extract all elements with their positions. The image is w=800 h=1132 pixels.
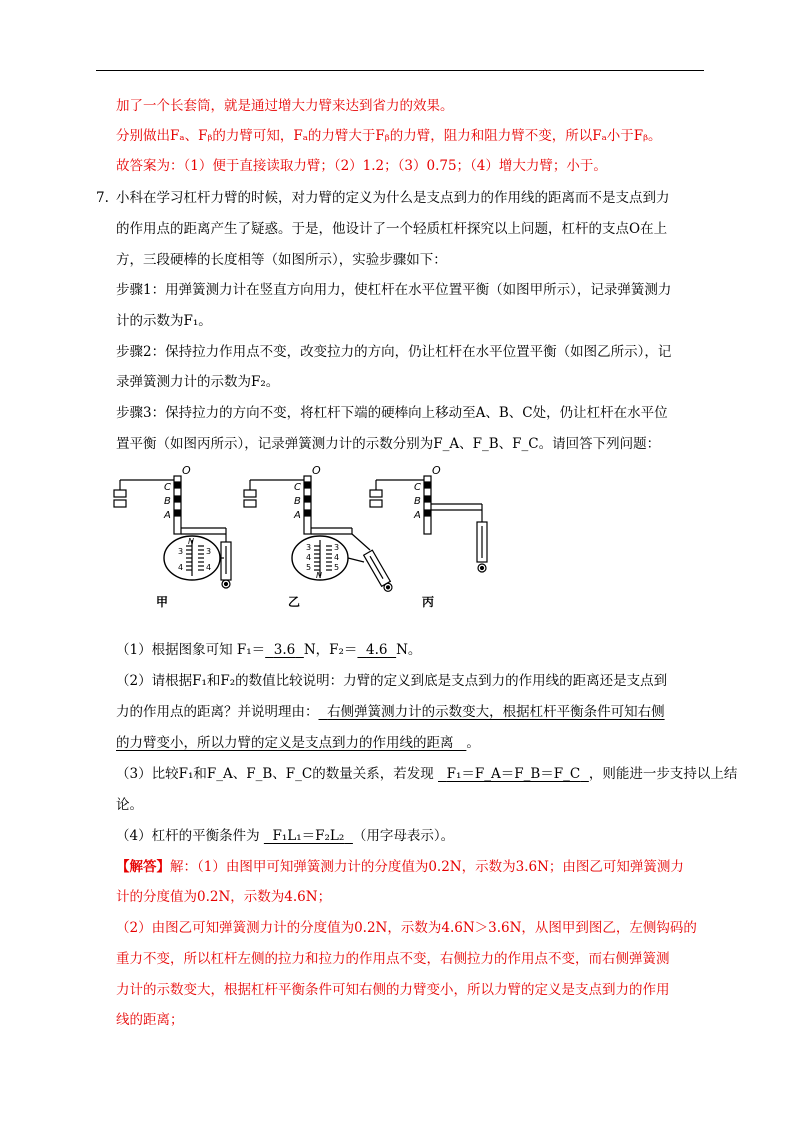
fig-jia-label-B: B bbox=[164, 496, 171, 507]
fig-bing-label-B: B bbox=[414, 496, 421, 507]
fig-jia-label-A: A bbox=[164, 510, 171, 521]
step-1-line-2: 计的示数为F₁。 bbox=[116, 313, 212, 329]
caption-jia: 甲 bbox=[156, 595, 169, 609]
sub2-answer-part-1-text: 右侧弹簧测力计的示数变大，根据杠杆平衡条件可知右侧 bbox=[327, 704, 665, 720]
fig-yi-label-A: A bbox=[294, 510, 301, 521]
fig-yi-label-O: O bbox=[312, 464, 321, 477]
sub1-mid: N，F₂＝ bbox=[303, 642, 358, 658]
question-stem-1: 小科在学习杠杆力臂的时候，对力臂的定义为什么是支点到力的作用线的距离而不是支点到力 bbox=[116, 190, 670, 206]
sub2-suffix: 。 bbox=[466, 735, 480, 751]
sub-question-3-line-1 bbox=[116, 764, 737, 784]
step-2-line-1: 步骤2：保持拉力作用点不变，改变拉力的方向，仍让杠杆在水平位置平衡（如图乙所示），记 bbox=[116, 344, 672, 360]
fig-jia-scale-4-right: 4 bbox=[206, 563, 212, 572]
sub-question-1 bbox=[116, 640, 421, 660]
caption-yi: 乙 bbox=[288, 595, 301, 609]
prev-answer-line-2: 分别做出Fₐ、Fᵦ的力臂可知，Fₐ的力臂大于Fᵦ的力臂，阻力和阻力臂不变，所以Fₐ小于Fᵦ。 bbox=[116, 128, 662, 144]
sub-question-3-line-2: 论。 bbox=[116, 797, 143, 813]
sub-question-2-line-2 bbox=[116, 702, 665, 722]
step-2-line-2: 录弹簧测力计的示数为F₂。 bbox=[116, 374, 280, 390]
caption-bing: 丙 bbox=[422, 595, 435, 609]
solution-line-3: （2）由图乙可知弹簧测力计的分度值为0.2N，示数为4.6N＞3.6N，从图甲到图乙，左侧钩码的 bbox=[116, 920, 697, 936]
question-number: 7. bbox=[96, 190, 109, 206]
sub3-prefix: （3）比较F₁和F_A、F_B、F_C的数量关系，若发现 bbox=[116, 766, 434, 782]
solution-line-5: 力计的示数变大，根据杠杆平衡条件可知右侧的力臂变小，所以力臂的定义是支点到力的作用 bbox=[116, 982, 670, 998]
question-stem-3: 方，三段硬棒的长度相等（如图所示），实验步骤如下： bbox=[116, 252, 447, 268]
sub4-answer bbox=[264, 828, 353, 844]
question-stem-2: 的作用点的距离产生了疑惑。于是，他设计了一个轻质杠杆探究以上问题，杠杆的支点O在上 bbox=[116, 221, 668, 237]
sub-question-2-line-3 bbox=[116, 733, 480, 753]
sub4-suffix: （用字母表示）。 bbox=[352, 828, 455, 844]
sub2-prefix: 力的作用点的距离？并说明理由： bbox=[116, 704, 319, 720]
sub1-answer-f2-value: 4.6 bbox=[366, 642, 388, 658]
sub1-answer-f2 bbox=[357, 642, 396, 658]
fig-yi-label-B: B bbox=[294, 496, 301, 507]
step-3-line-2: 置平衡（如图丙所示），记录弹簧测力计的示数分别为F_A、F_B、F_C。请回答下列问题： bbox=[116, 436, 661, 452]
fig-bing-label-O: O bbox=[432, 464, 441, 477]
fig-jia-scale-3-right: 3 bbox=[206, 547, 212, 556]
fig-bing-label-A: A bbox=[414, 510, 421, 521]
solution-line-2: 计的分度值为0.2N，示数为4.6N； bbox=[116, 889, 332, 905]
sub1-answer-f1-value: 3.6 bbox=[273, 642, 296, 658]
sub3-answer bbox=[438, 766, 589, 782]
lever-experiment-figure bbox=[100, 462, 560, 622]
solution-line-1-text: 解：（1）由图甲可知弹簧测力计的分度值为0.2N，示数为3.6N；由图乙可知弹簧测力 bbox=[170, 859, 684, 875]
sub3-suffix: ，则能进一步支持以上结 bbox=[588, 766, 738, 782]
sub3-answer-text: F₁＝F_A＝F_B＝F_C bbox=[446, 766, 581, 782]
sub4-answer-text: F₁L₁＝F₂L₂ bbox=[272, 828, 345, 844]
fig-yi-scale-3: 3 bbox=[306, 543, 312, 552]
sub-question-4 bbox=[116, 826, 454, 846]
sub1-answer-f1 bbox=[265, 642, 304, 658]
solution-line-6: 线的距离； bbox=[116, 1012, 184, 1028]
fig-yi-label-C: C bbox=[294, 482, 301, 493]
fig-jia-label-O: O bbox=[182, 464, 191, 477]
sub1-prefix: （1）根据图象可知 F₁＝ bbox=[116, 642, 266, 658]
fig-yi-scale-4-right: 4 bbox=[334, 553, 340, 562]
fig-jia-scale-3: 3 bbox=[178, 547, 184, 556]
figure-jia bbox=[114, 476, 231, 588]
fig-yi-label-N: N bbox=[316, 571, 322, 580]
fig-bing-label-C: C bbox=[414, 482, 421, 493]
sub1-suffix: N。 bbox=[396, 642, 422, 658]
step-1-line-1: 步骤1：用弹簧测力计在竖直方向用力，使杠杆在水平位置平衡（如图甲所示），记录弹簧测力 bbox=[116, 282, 672, 298]
solution-line-4: 重力不变，所以杠杆左侧的拉力和拉力的作用点不变，右侧拉力的作用点不变，而右侧弹簧测 bbox=[116, 951, 670, 967]
fig-yi-scale-5: 5 bbox=[306, 563, 312, 572]
sub2-answer-part-2 bbox=[116, 735, 466, 751]
fig-jia-scale-4: 4 bbox=[178, 563, 184, 572]
sub4-prefix: （4）杠杆的平衡条件为 bbox=[116, 828, 260, 844]
sub2-answer-part-1 bbox=[319, 704, 665, 720]
fig-jia-label-C: C bbox=[164, 482, 171, 493]
fig-jia-label-N: N bbox=[188, 537, 194, 546]
sub2-answer-part-2-text: 的力臂变小，所以力臂的定义是支点到力的作用线的距离 bbox=[116, 735, 454, 751]
figure-bing bbox=[370, 476, 487, 572]
header-rule bbox=[96, 70, 704, 71]
sub-question-2-line-1: （2）请根据F₁和F₂的数值比较说明：力臂的定义到底是支点到力的作用线的距离还是支点到 bbox=[116, 673, 668, 689]
step-3-line-1: 步骤3：保持拉力的方向不变，将杠杆下端的硬棒向上移动至A、B、C处，仍让杠杆在水平位 bbox=[116, 405, 668, 421]
prev-answer-line-1: 加了一个长套筒，就是通过增大力臂来达到省力的效果。 bbox=[116, 98, 454, 114]
solution-line-1 bbox=[116, 857, 684, 877]
prev-answer-line-3: 故答案为：（1）便于直接读取力臂；（2）1.2；（3）0.75；（4）增大力臂；小于。 bbox=[116, 158, 607, 174]
fig-yi-scale-4: 4 bbox=[306, 553, 312, 562]
fig-yi-scale-3-right: 3 bbox=[334, 543, 340, 552]
solution-tag: 【解答】 bbox=[116, 859, 170, 875]
fig-yi-scale-5-right: 5 bbox=[334, 563, 340, 572]
